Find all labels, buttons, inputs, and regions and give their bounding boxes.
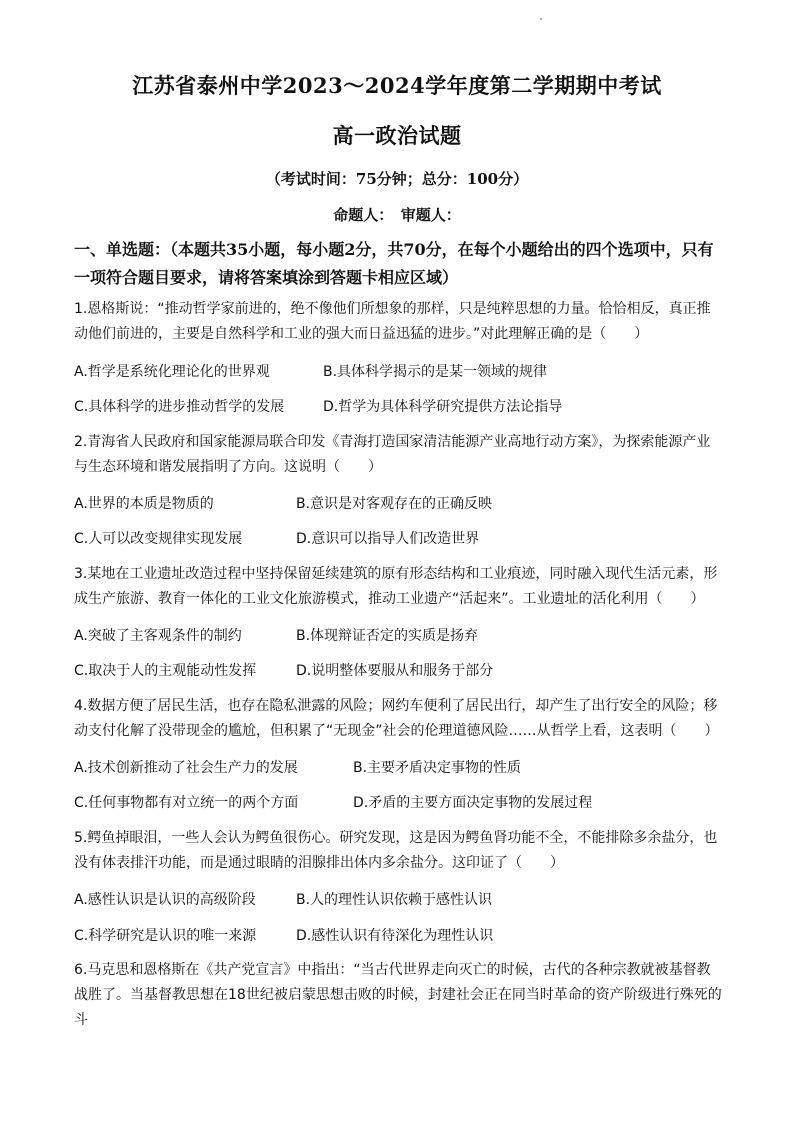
option-d: D.感性认识有待深化为理性认识: [296, 928, 494, 944]
option-b: B.意识是对客观存在的正确反映: [296, 496, 493, 512]
question-stem: 2.青海省人民政府和国家能源局联合印发《青海打造国家清洁能源产业高地行动方案》，为探索能源产业与生态环境和谐发展指明了方向。这说明（ ）: [74, 434, 711, 475]
option-d: D.说明整体要服从和服务于部分: [296, 663, 494, 679]
option-b: B.人的理性认识依赖于感性认识: [296, 892, 493, 908]
option-c: C.人可以改变规律实现发展: [74, 531, 243, 547]
option-a: A.技术创新推动了社会生产力的发展: [74, 760, 298, 776]
option-a: A.感性认识是认识的高级阶段: [74, 892, 256, 908]
option-d: D.矛盾的主要方面决定事物的发展过程: [353, 795, 593, 811]
option-c: C.取决于人的主观能动性发挥: [74, 663, 257, 679]
exam-authors: 命题人： 审题人：: [333, 206, 461, 224]
option-a: A.突破了主客观条件的制约: [74, 628, 242, 644]
option-c: C.任何事物都有对立统一的两个方面: [74, 795, 299, 811]
option-c: C.具体科学的进步推动哲学的发展: [74, 399, 285, 415]
question-stem: 1.恩格斯说：“推动哲学家前进的，绝不像他们所想象的那样，只是纯粹思想的力量。恰恰相反，真正推动他们前进的，主要是自然科学和工业的强大而日益迅猛的进步。”对此理解正确的是（ ）: [74, 301, 711, 342]
option-a: A.哲学是系统化理论化的世界观: [74, 364, 270, 380]
exam-info: （考试时间：75分钟；总分：100分）: [265, 170, 529, 188]
option-b: B.体现辩证否定的实质是扬弃: [296, 628, 479, 644]
question-stem: 6.马克思和恩格斯在《共产党宣言》中指出：“当古代世界走向灭亡的时候，古代的各种宗教就被基督教战胜了。当基督教思想在18世纪被启蒙思想击败的时候，封建社会正在同当时革命的资产阶级进行殊死的斗: [74, 962, 722, 1028]
exam-title: 江苏省泰州中学2023～2024学年度第二学期期中考试: [132, 73, 662, 98]
question-stem: 4.数据方便了居民生活，也存在隐私泄露的风险；网约车便利了居民出行，却产生了出行安全的风险；移动支付化解了没带现金的尴尬，但积累了“无现金”社会的伦理道德风险……从哲学上看，这表明（ ）: [74, 698, 719, 739]
section-heading: 一、单选题：（本题共35小题，每小题2分，共70分，在每个小题给出的四个选项中，只有一项符合题目要求，请将答案填涂到答题卡相应区域）: [74, 240, 714, 287]
option-a: A.世界的本质是物质的: [74, 496, 214, 512]
option-b: B.具体科学揭示的是某一领域的规律: [323, 364, 548, 380]
option-d: D.哲学为具体科学研究提供方法论指导: [323, 399, 563, 415]
scan-speck: [540, 18, 542, 20]
exam-subtitle: 高一政治试题: [332, 123, 462, 148]
option-d: D.意识可以指导人们改造世界: [296, 531, 480, 547]
option-b: B.主要矛盾决定事物的性质: [353, 760, 522, 776]
question-stem: 5.鳄鱼掉眼泪，一些人会认为鳄鱼很伤心。研究发现，这是因为鳄鱼肾功能不全，不能排除多余盐分，也没有体表排汗功能，而是通过眼睛的泪腺排出体内多余盐分。这印证了（ ）: [74, 830, 718, 871]
option-c: C.科学研究是认识的唯一来源: [74, 928, 257, 944]
question-stem: 3.某地在工业遗址改造过程中坚持保留延续建筑的原有形态结构和工业痕迹，同时融入现代生活元素，形成生产旅游、教育一体化的工业文化旅游模式，推动工业遗产“活起来”。工业遗址的活化利用（ ）: [74, 566, 718, 607]
